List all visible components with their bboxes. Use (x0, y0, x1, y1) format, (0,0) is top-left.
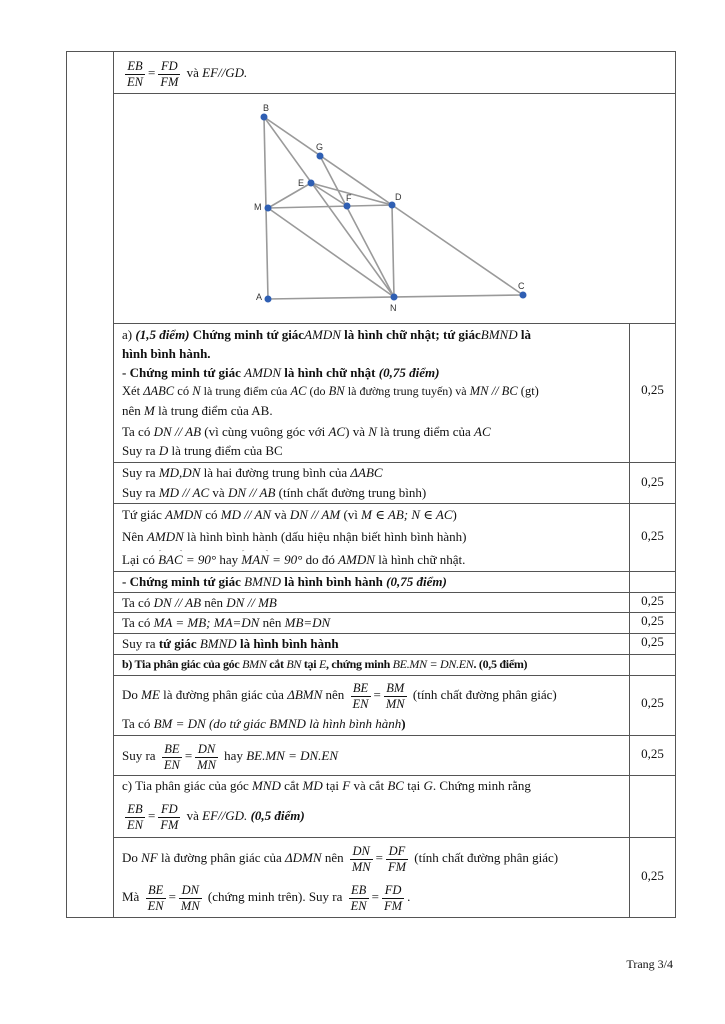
table-border-left (66, 51, 67, 917)
row-line (113, 503, 676, 504)
table-column-divider (113, 51, 114, 917)
top-relation-line: $\frac{EB}{EN}$ = $\frac{FD}{FM}$ và EF//GD. (127, 58, 248, 89)
geometry-figure (240, 96, 540, 316)
score-a2: 0,25 (641, 474, 664, 489)
part-c-heading-line2: $\frac{EB}{EN}$ = $\frac{FD}{FM}$ và EF//GD. (0,5 điểm) (127, 801, 305, 832)
part-a-line2: nên M là trung điểm của AB. (122, 403, 273, 418)
fraction: $\frac{DF}{FM}$ (387, 843, 406, 874)
score-b1: 0,25 (641, 695, 664, 710)
row-line (66, 51, 676, 52)
part-a-line6: Suy ra MD // AC và DN // AB (tính chất đường trung bình) (122, 485, 427, 500)
fraction: $\frac{DN}{MN}$ (180, 882, 200, 913)
part-a-line9: Lại có BAC = 90° hay MAN = 90° do đó AMDN là hình chữ nhật. (122, 552, 466, 567)
part-a-heading-line2: hình bình hành. (122, 346, 211, 361)
label-E: E (298, 178, 305, 188)
point-N (391, 294, 398, 301)
point-F (344, 203, 351, 210)
point-B (261, 114, 268, 121)
score-b2: 0,25 (641, 746, 664, 761)
point-C (520, 292, 527, 299)
page-number: Trang 3/4 (626, 957, 673, 971)
row-line (113, 93, 676, 94)
part-a-sub2: - Chứng minh tứ giác BMND là hình bình hành (0,75 điểm) (122, 574, 447, 589)
fraction: $\frac{FD}{FM}$ (160, 801, 179, 832)
part-b-line2: Ta có BM = DN (do tứ giác BMND là hình bình hành) (122, 716, 406, 731)
score-a6: 0,25 (641, 634, 664, 649)
row-line (113, 323, 676, 324)
score-a5: 0,25 (641, 613, 664, 628)
label-C: C (518, 281, 525, 291)
part-a-line4: Suy ra D là trung điểm của BC (122, 443, 283, 458)
label-A: A (256, 292, 263, 302)
table-border-right (675, 51, 676, 917)
fraction: $\frac{BE}{EN}$ (163, 741, 180, 772)
label-F: F (346, 193, 352, 203)
row-line (113, 735, 676, 736)
part-a-heading: a) (1,5 điểm) Chứng minh tứ giácAMDN là hình chữ nhật; tứ giácBMND là (122, 327, 531, 342)
part-a-sub1: - Chứng minh tứ giác AMDN là hình chữ nhật (0,75 điểm) (122, 365, 440, 380)
score-c: 0,25 (641, 868, 664, 883)
part-b-line1: Do ME là đường phân giác của ΔBMN nên $\frac{BE}{EN}$ = $\frac{BM}{MN}$ (tính chất đường phân giác) (122, 680, 557, 711)
label-G: G (316, 142, 324, 152)
point-G (317, 153, 324, 160)
fraction: $\frac{EB}{EN}$ (127, 801, 143, 832)
point-M (265, 205, 272, 212)
point-E (308, 180, 315, 187)
part-a-line8: Nên AMDN là hình bình hành (dấu hiệu nhận biết hình bình hành) (122, 529, 467, 544)
label-M: M (254, 202, 262, 212)
fraction: $\frac{BE}{EN}$ (352, 680, 369, 711)
point-D (389, 202, 396, 209)
part-a-line12: Suy ra tứ giác BMND là hình bình hành (122, 636, 339, 651)
part-a-line1: Xét ΔABC có N là trung điểm của AC (do BN là đường trung tuyến) và MN // BC (gt) (122, 384, 539, 398)
part-a-line11: Ta có MA = MB; MA=DN nên MB=DN (122, 615, 331, 630)
fraction: $\frac{EB}{EN}$ (127, 58, 143, 89)
part-c-heading: c) Tia phân giác của góc MND cắt MD tại F và cắt BC tại G. Chứng minh rằng (122, 778, 531, 793)
fraction: $\frac{BM}{MN}$ (385, 680, 405, 711)
part-b-heading: b) Tia phân giác của góc BMN cắt BN tại E, chứng minh BE.MN = DN.EN. (0,5 điểm) (122, 657, 528, 671)
score-a1: 0,25 (641, 382, 664, 397)
label-N: N (390, 303, 397, 313)
fraction: $\frac{FD}{FM}$ (160, 58, 179, 89)
part-a-line10: Ta có DN // AB nên DN // MB (122, 595, 277, 610)
score-a3: 0,25 (641, 528, 664, 543)
part-c-line2: Mà $\frac{BE}{EN}$ = $\frac{DN}{MN}$ (chứng minh trên). Suy ra $\frac{EB}{EN}$ = $\frac{FD}{FM}$ . (122, 882, 411, 913)
row-line (113, 837, 676, 838)
fraction: $\frac{EB}{EN}$ (350, 882, 367, 913)
point-A (265, 296, 272, 303)
fraction: $\frac{DN}{MN}$ (197, 741, 216, 772)
fraction: $\frac{DN}{MN}$ (351, 843, 371, 874)
label-D: D (395, 192, 402, 202)
part-c-line1: Do NF là đường phân giác của ΔDMN nên $\frac{DN}{MN}$ = $\frac{DF}{FM}$ (tính chất đường phân giác) (122, 843, 559, 874)
fraction: $\frac{BE}{EN}$ (147, 882, 164, 913)
row-line (113, 675, 676, 676)
label-B: B (263, 103, 270, 113)
fraction: $\frac{FD}{FM}$ (384, 882, 403, 913)
table-border-bottom (66, 917, 676, 918)
score-a4: 0,25 (641, 593, 664, 608)
part-a-line3: Ta có DN // AB (vì cùng vuông góc với AC) và N là trung điểm của AC (122, 424, 491, 439)
part-b-line3: Suy ra $\frac{BE}{EN}$ = $\frac{DN}{MN}$ hay BE.MN = DN.EN (122, 741, 339, 772)
part-a-line5: Suy ra MD,DN là hai đường trung bình của ΔABC (122, 465, 383, 480)
part-a-line7: Tứ giác AMDN có MD // AN và DN // AM (vì M ∈ AB; N ∈ AC) (122, 507, 457, 522)
